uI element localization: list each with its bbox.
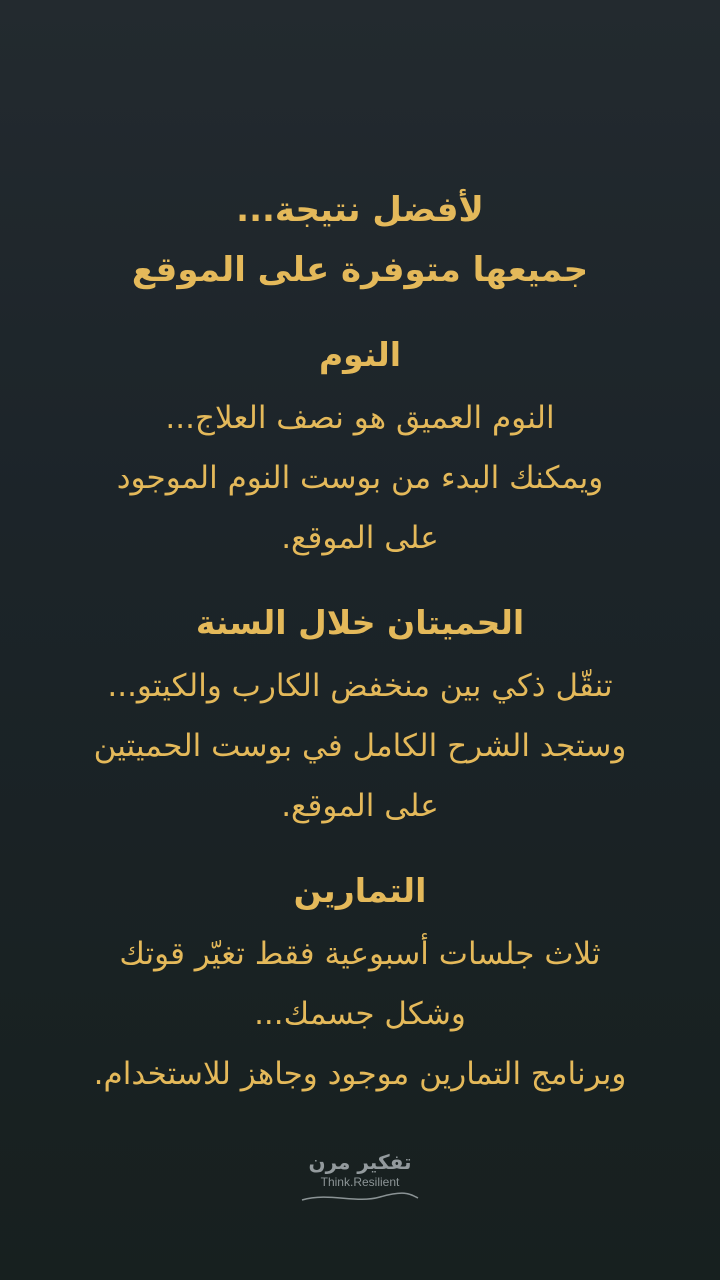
section-title-diets: الحميتان خلال السنة: [195, 603, 525, 642]
section-diets-line-2: وستجد الشرح الكامل في بوست الحميتين: [93, 728, 627, 764]
post-content: [0, 180, 720, 1104]
section-sleep: [0, 322, 720, 568]
logo-arabic-text: تفكير مرن: [308, 1150, 412, 1174]
section-exercise-line-2: وشكل جسمك...: [254, 996, 466, 1032]
section-exercise-line-1: ثلاث جلسات أسبوعية فقط تغيّر قوتك: [119, 936, 601, 972]
section-sleep-line-2: ويمكنك البدء من بوست النوم الموجود: [116, 460, 604, 496]
logo-wave-icon: [300, 1190, 420, 1204]
intro-line-2: جميعها متوفرة على الموقع: [131, 250, 589, 290]
section-diets-line-1: تنقّل ذكي بين منخفض الكارب والكيتو...: [107, 668, 613, 704]
section-sleep-line-3: على الموقع.: [281, 520, 439, 556]
section-exercise-line-3: وبرنامج التمارين موجود وجاهز للاستخدام.: [93, 1056, 627, 1092]
intro-block: [0, 180, 720, 300]
section-title-exercise: التمارين: [293, 871, 427, 910]
section-diets: [0, 590, 720, 836]
logo-english-text: Think.Resilient: [320, 1175, 400, 1189]
intro-line-1: لأفضل نتيجة...: [236, 190, 484, 230]
section-title-sleep: النوم: [318, 335, 402, 374]
section-diets-line-3: على الموقع.: [281, 788, 439, 824]
section-sleep-line-1: النوم العميق هو نصف العلاج...: [165, 400, 555, 436]
section-exercise: [0, 858, 720, 1104]
brand-logo: [290, 1150, 430, 1220]
